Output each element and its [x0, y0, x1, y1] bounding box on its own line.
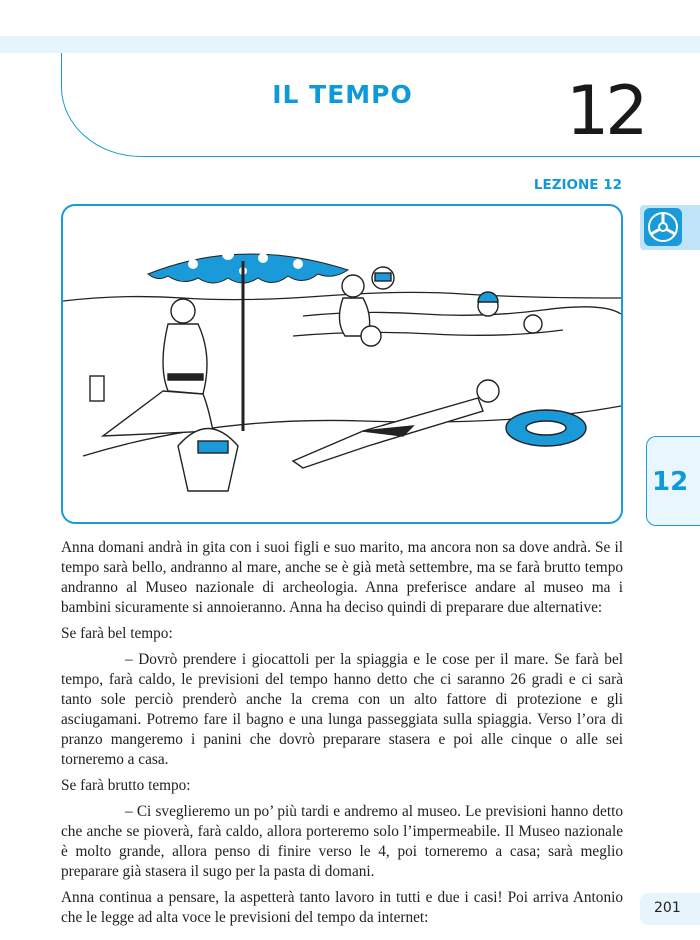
top-band [0, 36, 700, 53]
paragraph: – Dovrò prendere i giocattoli per la spiaggia e le cose per il mare. Se farà bel tempo, farà caldo, le previsioni del tempo hanno detto che ci saranno 26 gradi e ci sarà tanto sole perciò prenderò anche la crema con un alto fattore di protezione e gli asciugamani. Potremo fare il bagno e una lunga passeggiata sulla spiaggia. Verso l’ora di pranzo mangeremo i panini che dovrò preparare stasera e poi alle cinque o alle sei torneremo a casa. [61, 651, 623, 768]
paragraph: Se farà brutto tempo: [61, 777, 191, 794]
paragraph: – Ci sveglieremo un po’ più tardi e andremo al museo. Le previsioni hanno detto che anche se pioverà, farà caldo, allora porteremo solo l’impermeabile. Il Museo nazionale è molto grande, allora penso di finire verso le 4, poi torneremo a casa; sarà meglio preparare già stasera il sugo per la pasta di domani. [61, 803, 623, 880]
page-number-box [640, 893, 700, 925]
chapter-tab-number: 12 [652, 467, 689, 497]
umbrella [148, 254, 348, 283]
body-text [61, 538, 623, 934]
cd-audio-icon [644, 208, 682, 246]
paragraph: Anna continua a pensare, la aspetterà tanto lavoro in tutti e due i casi! Poi arriva Antonio che le legge ad alta voce le previsioni del tempo da internet: [61, 889, 623, 926]
chapter-tab[interactable] [646, 436, 700, 526]
beach-scene-illustration [63, 206, 621, 522]
lesson-label: LEZIONE 12 [533, 177, 622, 193]
page-number: 201 [654, 900, 681, 916]
beach-illustration [61, 204, 623, 524]
audio-tab[interactable] [640, 205, 700, 250]
chapter-title: IL TEMPO [272, 80, 413, 109]
paragraph: Se farà bel tempo: [61, 625, 173, 642]
paragraph: Anna domani andrà in gita con i suoi figli e suo marito, ma ancora non sa dove andrà. Se il tempo sarà bello, andranno al mare, anche se è già metà settembre, ma se farà brutto tempo andranno al Museo nazionale di archeologia. Anna preferisce andare al museo ma i bambini sicuramente si annoieranno. Anna ha deciso quindi di preparare due alternative: [61, 539, 623, 616]
chapter-number: 12 [566, 72, 645, 151]
